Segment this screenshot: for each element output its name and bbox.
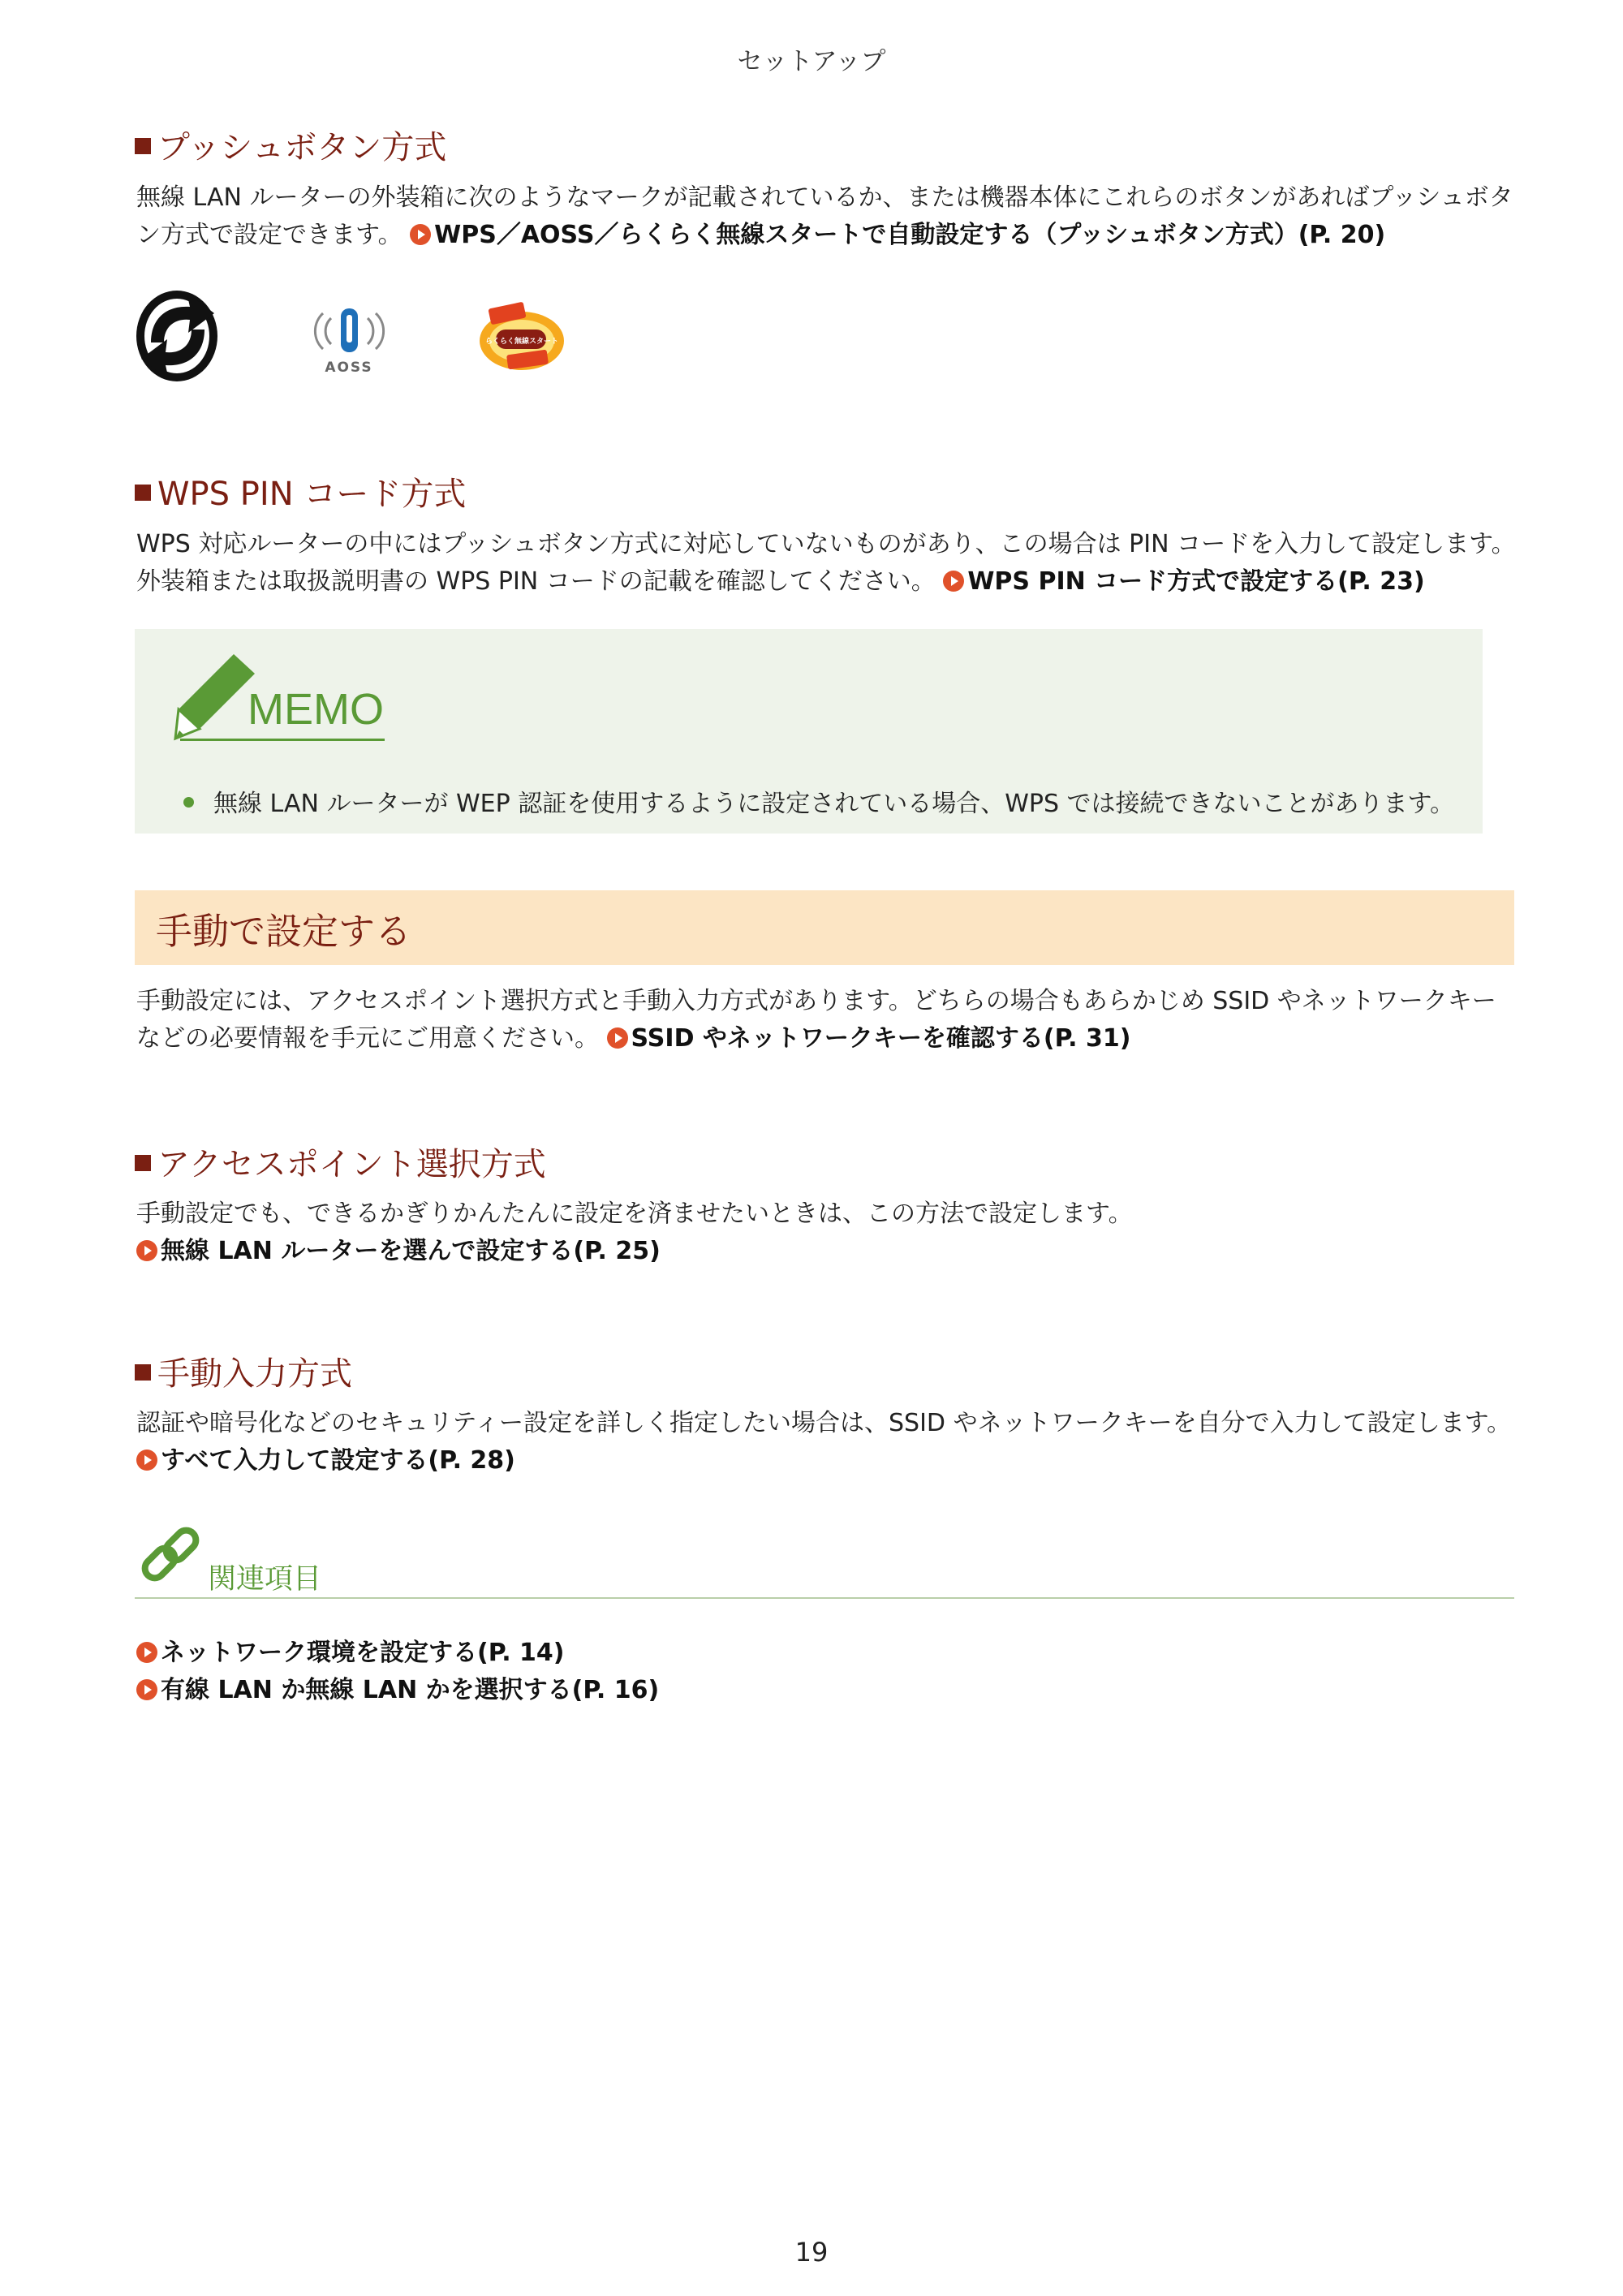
page-number: 19 xyxy=(794,2237,829,2268)
manual-section-title: 手動で設定する xyxy=(156,910,412,953)
square-bullet-icon xyxy=(135,1155,151,1171)
push-button-paragraph xyxy=(136,179,1516,254)
square-bullet-icon xyxy=(135,485,151,501)
wps-pin-heading xyxy=(135,468,466,515)
wps-pin-link[interactable]: WPS PIN コード方式で設定する(P. 23) xyxy=(943,567,1424,596)
ap-select-title: アクセスポイント選択方式 xyxy=(157,1146,546,1183)
manual-paragraph xyxy=(136,983,1516,1058)
push-button-link[interactable]: WPS／AOSS／らくらく無線スタートで自動設定する（プッシュボタン方式）(P. 20) xyxy=(410,221,1385,249)
manual-link[interactable]: SSID やネットワークキーを確認する(P. 31) xyxy=(607,1024,1131,1053)
memo-label: MEMO xyxy=(248,685,384,734)
related-label: 関連項目 xyxy=(208,1563,322,1596)
link-arrow-icon xyxy=(136,1240,157,1261)
running-header: セットアップ xyxy=(737,47,886,76)
square-bullet-icon xyxy=(135,138,151,154)
wps-logo xyxy=(130,286,227,386)
link-arrow-icon xyxy=(410,224,431,245)
manual-input-heading xyxy=(135,1348,352,1394)
square-bullet-icon xyxy=(135,1364,151,1381)
wps-pin-body: WPS 対応ルーターの中にはプッシュボタン方式に対応していないものがあり、この場合は PIN コードを入力して設定します。外装箱または取扱説明書の WPS PIN コードの記載を確認してください。 xyxy=(136,530,1516,596)
wps-pin-paragraph xyxy=(136,526,1516,601)
related-link[interactable]: 有線 LAN か無線 LAN かを選択する(P. 16) xyxy=(136,1669,659,1705)
rakuraku-logo-text: らくらく無線スタート xyxy=(484,338,559,346)
ap-select-body: 手動設定でも、できるかぎりかんたんに設定を済ませたいときは、この方法で設定します。 xyxy=(136,1200,1133,1228)
pencil-icon xyxy=(170,649,260,743)
memo-item-text: 無線 LAN ルーターが WEP 認証を使用するように設定されている場合、WPS では接続できないことがあります。 xyxy=(213,790,1455,818)
wps-pin-title: WPS PIN コード方式 xyxy=(157,476,467,513)
bullet-icon xyxy=(183,797,194,808)
aoss-logo-text: AOSS xyxy=(325,360,373,376)
link-arrow-icon xyxy=(607,1027,628,1049)
memo-underline xyxy=(180,739,385,741)
link-arrow-icon xyxy=(943,571,964,592)
related-link[interactable]: ネットワーク環境を設定する(P. 14) xyxy=(136,1632,565,1668)
ap-select-paragraph xyxy=(136,1195,1516,1270)
manual-input-paragraph xyxy=(136,1405,1516,1480)
link-arrow-icon xyxy=(136,1679,157,1700)
aoss-logo xyxy=(307,299,392,380)
link-arrow-icon xyxy=(136,1642,157,1663)
push-button-title: プッシュボタン方式 xyxy=(157,129,447,166)
rakuraku-logo xyxy=(475,302,568,377)
link-arrow-icon xyxy=(136,1450,157,1471)
ap-select-link[interactable]: 無線 LAN ルーターを選んで設定する(P. 25) xyxy=(136,1237,661,1265)
related-divider xyxy=(135,1597,1514,1599)
manual-input-link[interactable]: すべて入力して設定する(P. 28) xyxy=(136,1446,515,1475)
manual-input-title: 手動入力方式 xyxy=(157,1355,352,1393)
ap-select-heading xyxy=(135,1139,546,1185)
push-button-body: 無線 LAN ルーターの外装箱に次のようなマークが記載されているか、または機器本体にこれらのボタンがあればプッシュボタン方式で設定できます。 xyxy=(136,183,1513,249)
memo-item xyxy=(183,783,1454,819)
push-button-heading xyxy=(135,122,446,168)
manual-input-body: 認証や暗号化などのセキュリティー設定を詳しく指定したい場合は、SSID やネットワークキーを自分で入力して設定します。 xyxy=(136,1409,1512,1437)
chain-link-icon xyxy=(136,1526,205,1591)
manual-body: 手動設定には、アクセスポイント選択方式と手動入力方式があります。どちらの場合もあらかじめ SSID やネットワークキーなどの必要情報を手元にご用意ください。 xyxy=(136,987,1496,1053)
